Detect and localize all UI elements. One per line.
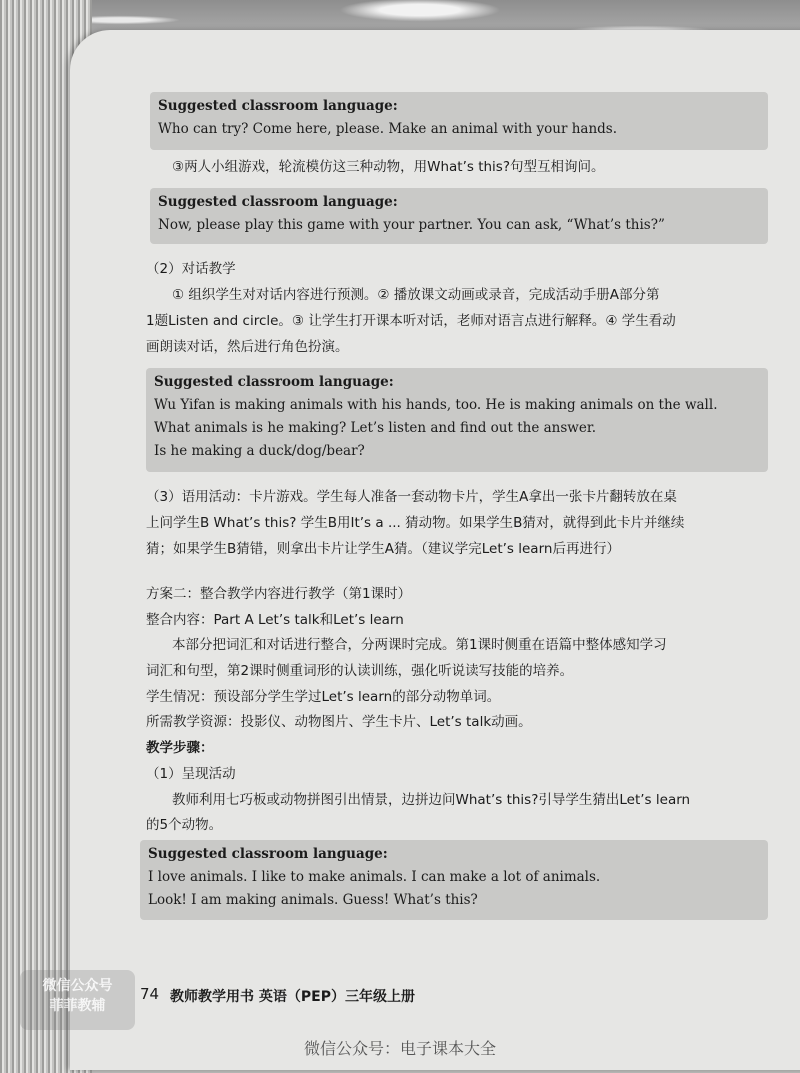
bottom-watermark: 微信公众号：电子课本大全: [303, 1039, 496, 1058]
activity-line: 猜；如果学生B猜错，则拿出卡片让学生A猜。（建议学完Let’s learn后再进行）: [146, 541, 620, 557]
box-heading: Suggested classroom language:: [154, 374, 394, 390]
plan2-resources: 所需教学资源：投影仪、动物图片、学生卡片、Let’s talk动画。: [146, 714, 532, 730]
box-line: Now, please play this game with your partner. You can ask, “What’s this?”: [158, 217, 665, 233]
watermark-line: 微信公众号: [42, 978, 113, 994]
box-line: Look! I am making animals. Guess! What’s this?: [148, 892, 478, 908]
dialogue-title: （2）对话教学: [146, 261, 236, 277]
plan2-content: 整合内容：Part A Let’s talk和Let’s learn: [146, 612, 404, 628]
dialogue-line: 1题Listen and circle。③ 让学生打开课本听对话，老师对语言点进行解释。④ 学生看动: [146, 313, 676, 329]
suggested-language-box-3: [146, 368, 768, 472]
plan2-title: 方案二：整合教学内容进行教学（第1课时）: [146, 586, 412, 602]
dialogue-line: ① 组织学生对对话内容进行预测。② 播放课文动画或录音，完成活动手册A部分第: [172, 287, 660, 303]
plan2-present-title: （1）呈现活动: [146, 766, 236, 782]
plan2-students: 学生情况：预设部分学生学过Let’s learn的部分动物单词。: [146, 689, 501, 705]
watermark-line: 菲菲教辅: [49, 998, 106, 1014]
corner-watermark: [20, 970, 135, 1030]
plan2-desc-line: 本部分把词汇和对话进行整合，分两课时完成。第1课时侧重在语篇中整体感知学习: [172, 637, 667, 653]
plan2-present-line: 的5个动物。: [146, 817, 223, 833]
box-line: Who can try? Come here, please. Make an animal with your hands.: [158, 121, 618, 137]
box-line: What animals is he making? Let’s listen and find out the answer.: [154, 420, 597, 436]
suggested-language-box-4: [140, 840, 768, 920]
dialogue-line: 画朗读对话，然后进行角色扮演。: [146, 339, 349, 355]
activity-line: 上问学生B What’s this? 学生B用It’s a ... 猜动物。如果学生B猜对，就得到此卡片并继续: [146, 515, 685, 531]
box-line: I love animals. I like to make animals. I can make a lot of animals.: [148, 869, 601, 885]
plan2-desc-line: 词汇和句型，第2课时侧重词形的认读训练，强化听说读写技能的培养。: [146, 663, 574, 679]
step-3-text: ③两人小组游戏，轮流模仿这三种动物，用What’s this?句型互相询问。: [172, 159, 605, 175]
plan2-steps-title: 教学步骤：: [146, 740, 214, 756]
box-heading: Suggested classroom language:: [158, 194, 398, 210]
suggested-language-box-1: [150, 92, 768, 150]
box-line: Wu Yifan is making animals with his hands, too. He is making animals on the wall.: [154, 397, 718, 413]
suggested-language-box-2: [150, 188, 768, 244]
box-line: Is he making a duck/dog/bear?: [154, 443, 365, 459]
plan2-present-line: 教师利用七巧板或动物拼图引出情景，边拼边问What’s this?引导学生猜出Let’s learn: [172, 792, 691, 808]
box-heading: Suggested classroom language:: [158, 98, 398, 114]
book-title: 教师教学用书 英语（PEP）三年级上册: [170, 989, 415, 1005]
page-number: 74: [140, 985, 160, 1003]
activity-line: （3）语用活动：卡片游戏。学生每人准备一套动物卡片，学生A拿出一张卡片翻转放在桌: [146, 489, 677, 505]
box-heading: Suggested classroom language:: [148, 846, 388, 862]
